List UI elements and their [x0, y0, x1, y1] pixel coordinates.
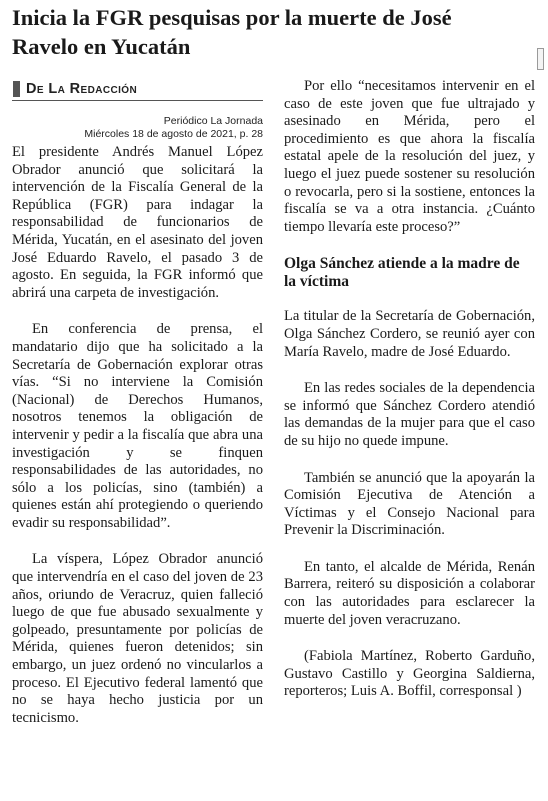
paragraph: En las redes sociales de la dependencia se informó que Sánchez Cordero atendió las demandas de la mujer para que el caso de su hijo no quede impune. — [284, 380, 535, 449]
byline — [12, 78, 263, 101]
scrollbar-thumb[interactable] — [537, 48, 544, 70]
source-info — [12, 115, 263, 140]
paragraph: La titular de la Secretaría de Gobernación, Olga Sánchez Cordero, se reunió ayer con María Ravelo, madre de José Eduardo. — [284, 308, 535, 360]
source-dateline: Miércoles 18 de agosto de 2021, p. 28 — [84, 127, 263, 140]
paragraph: El presidente Andrés Manuel López Obrador anunció que solicitará la intervención de la Fiscalía General de la República (FGR) para indagar la responsabilidad de funcionarios de Mérida, Yucatán, en el asesinato del joven José Eduardo Ravelo, el pasado 3 de agosto. En seguida, la FGR informó que abrirá una carpeta de investigación. — [12, 144, 263, 301]
article-headline: Inicia la FGR pesquisas por la muerte de José Ravelo en Yucatán — [12, 5, 452, 59]
byline-text: De La Redacción — [26, 81, 138, 97]
paragraph: La víspera, López Obrador anunció que intervendría en el caso del joven de 23 años, oriundo de Veracruz, quien falleció luego de que fue abusado sexualmente y golpeado, presuntamente por policías de Mérida, quienes fueron detenidos; sin embargo, un juez ordenó no vincularlos a proceso. El Ejecutivo federal lamentó que no se haya hecho justicia por un tecnicismo. — [12, 551, 263, 726]
byline-marker — [13, 81, 20, 97]
credits-paragraph: (Fabiola Martínez, Roberto Garduño, Gustavo Castillo y Georgina Saldierna, reporteros; Luis A. Boffil, corresponsal ) — [284, 648, 535, 700]
source-publication: Periódico La Jornada — [163, 115, 263, 127]
section-subheading: Olga Sánchez atiende a la madre de la víctima — [284, 255, 520, 291]
paragraph: También se anunció que la apoyarán la Comisión Ejecutiva de Atención a Víctimas y el Consejo Nacional para Prevenir la Discriminación. — [284, 469, 535, 539]
right-column — [284, 78, 535, 720]
paragraph: En tanto, el alcalde de Mérida, Renán Barrera, reiteró su disposición a colaborar con las autoridades para esclarecer la muerte del joven veracruzano. — [284, 558, 535, 628]
left-column — [12, 78, 263, 746]
paragraph: Por ello “necesitamos intervenir en el caso de este joven que fue ultrajado y asesinado en Mérida, pero el procedimiento es que ahora la fiscalía estatal apele de la resolución del juez, y luego el juez puede sostener su resolución o revocarla, pero si la sostiene, entonces la fiscalía se va a otra instancia. ¿Cuánto tiempo llevaría este proceso?” — [284, 78, 535, 235]
paragraph: En conferencia de prensa, el mandatario dijo que ha solicitado a la Secretaría de Gobernación explorar otras vías. “Si no interviene la Comisión (Nacional) de Derechos Humanos, nosotros tenemos la obligación de intervenir y pedir a la fiscalía que abra una investigación y se finquen responsabilidades de las autoridades, no sólo a los policías, sino (también) a quienes están ahí protegiendo o queriendo evadir su responsabilidad”. — [12, 321, 263, 531]
